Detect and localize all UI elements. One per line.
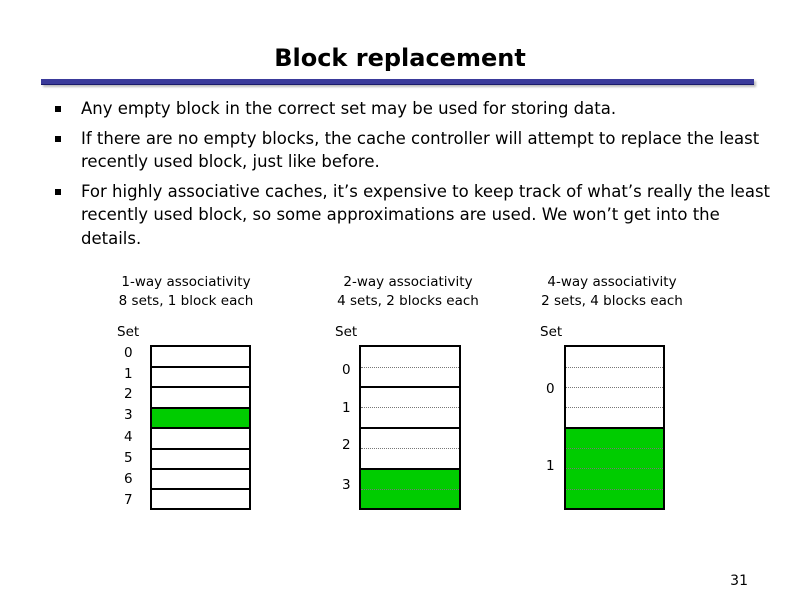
- block-divider: [566, 448, 663, 449]
- caption-line: 2 sets, 4 blocks each: [541, 293, 683, 309]
- bullet-text: If there are no empty blocks, the cache controller will attempt to replace the least recently used block, just like before.: [81, 128, 760, 171]
- cache-caption-2way: [308, 273, 508, 311]
- set-divider: [361, 386, 459, 388]
- set-label: 1: [124, 366, 133, 382]
- caption-line: 4-way associativity: [547, 274, 677, 290]
- set-label: 2: [124, 386, 133, 402]
- cache-caption-1way: [86, 273, 286, 311]
- set-label: 2: [342, 437, 351, 453]
- page-number: 31: [730, 573, 748, 589]
- caption-line: 2-way associativity: [343, 274, 473, 290]
- slide-title: Block replacement: [274, 44, 526, 72]
- set-label: 4: [124, 429, 133, 445]
- bullet-item: [50, 180, 770, 251]
- caption-line: 4 sets, 2 blocks each: [337, 293, 479, 309]
- block-divider: [566, 367, 663, 368]
- cache-block: [152, 490, 249, 508]
- bullet-text: For highly associative caches, it’s expensive to keep track of what’s really the least recently used block, so some approximations are used. We won’t get into the details.: [81, 181, 771, 248]
- cache-block-highlighted: [152, 409, 249, 427]
- bullet-text: Any empty block in the correct set may be used for storing data.: [81, 99, 617, 118]
- set-header-1way: Set: [117, 324, 140, 340]
- block-divider: [361, 489, 459, 490]
- cache-4-way: [564, 345, 665, 510]
- block-divider: [566, 489, 663, 490]
- set-divider: [566, 427, 663, 429]
- set-label: 0: [124, 345, 133, 361]
- cache-2-way: [359, 345, 461, 510]
- set-divider: [361, 427, 459, 429]
- block-divider: [566, 468, 663, 469]
- caption-line: 1-way associativity: [121, 274, 251, 290]
- set-header-2way: Set: [335, 324, 358, 340]
- set-divider: [361, 468, 459, 470]
- cache-block: [152, 470, 249, 489]
- cache-direct-mapped: [150, 345, 251, 510]
- bullet-list: [50, 97, 770, 256]
- block-divider: [361, 448, 459, 449]
- cache-block: [152, 429, 249, 448]
- cache-caption-4way: [512, 273, 712, 311]
- cache-block: [152, 368, 249, 387]
- caption-line: 8 sets, 1 block each: [118, 293, 254, 309]
- cache-block: [152, 450, 249, 469]
- bullet-item: [50, 97, 770, 121]
- cache-block: [152, 388, 249, 407]
- cache-block: [152, 347, 249, 367]
- set-label: 1: [546, 458, 555, 474]
- set-label: 6: [124, 471, 133, 487]
- set-label: 5: [124, 450, 133, 466]
- block-divider: [361, 367, 459, 368]
- set-label: 3: [124, 407, 133, 423]
- set-label: 1: [342, 400, 351, 416]
- set-label: 7: [124, 492, 133, 508]
- square-bullet-icon: [55, 189, 61, 195]
- set-header-4way: Set: [540, 324, 563, 340]
- set-label: 3: [342, 477, 351, 493]
- title-underline: [41, 79, 754, 85]
- block-divider: [566, 387, 663, 388]
- square-bullet-icon: [55, 136, 61, 142]
- square-bullet-icon: [55, 106, 61, 112]
- set-label: 0: [342, 362, 351, 378]
- block-divider: [361, 407, 459, 408]
- bullet-item: [50, 127, 770, 174]
- set-label: 0: [546, 381, 555, 397]
- block-divider: [566, 407, 663, 408]
